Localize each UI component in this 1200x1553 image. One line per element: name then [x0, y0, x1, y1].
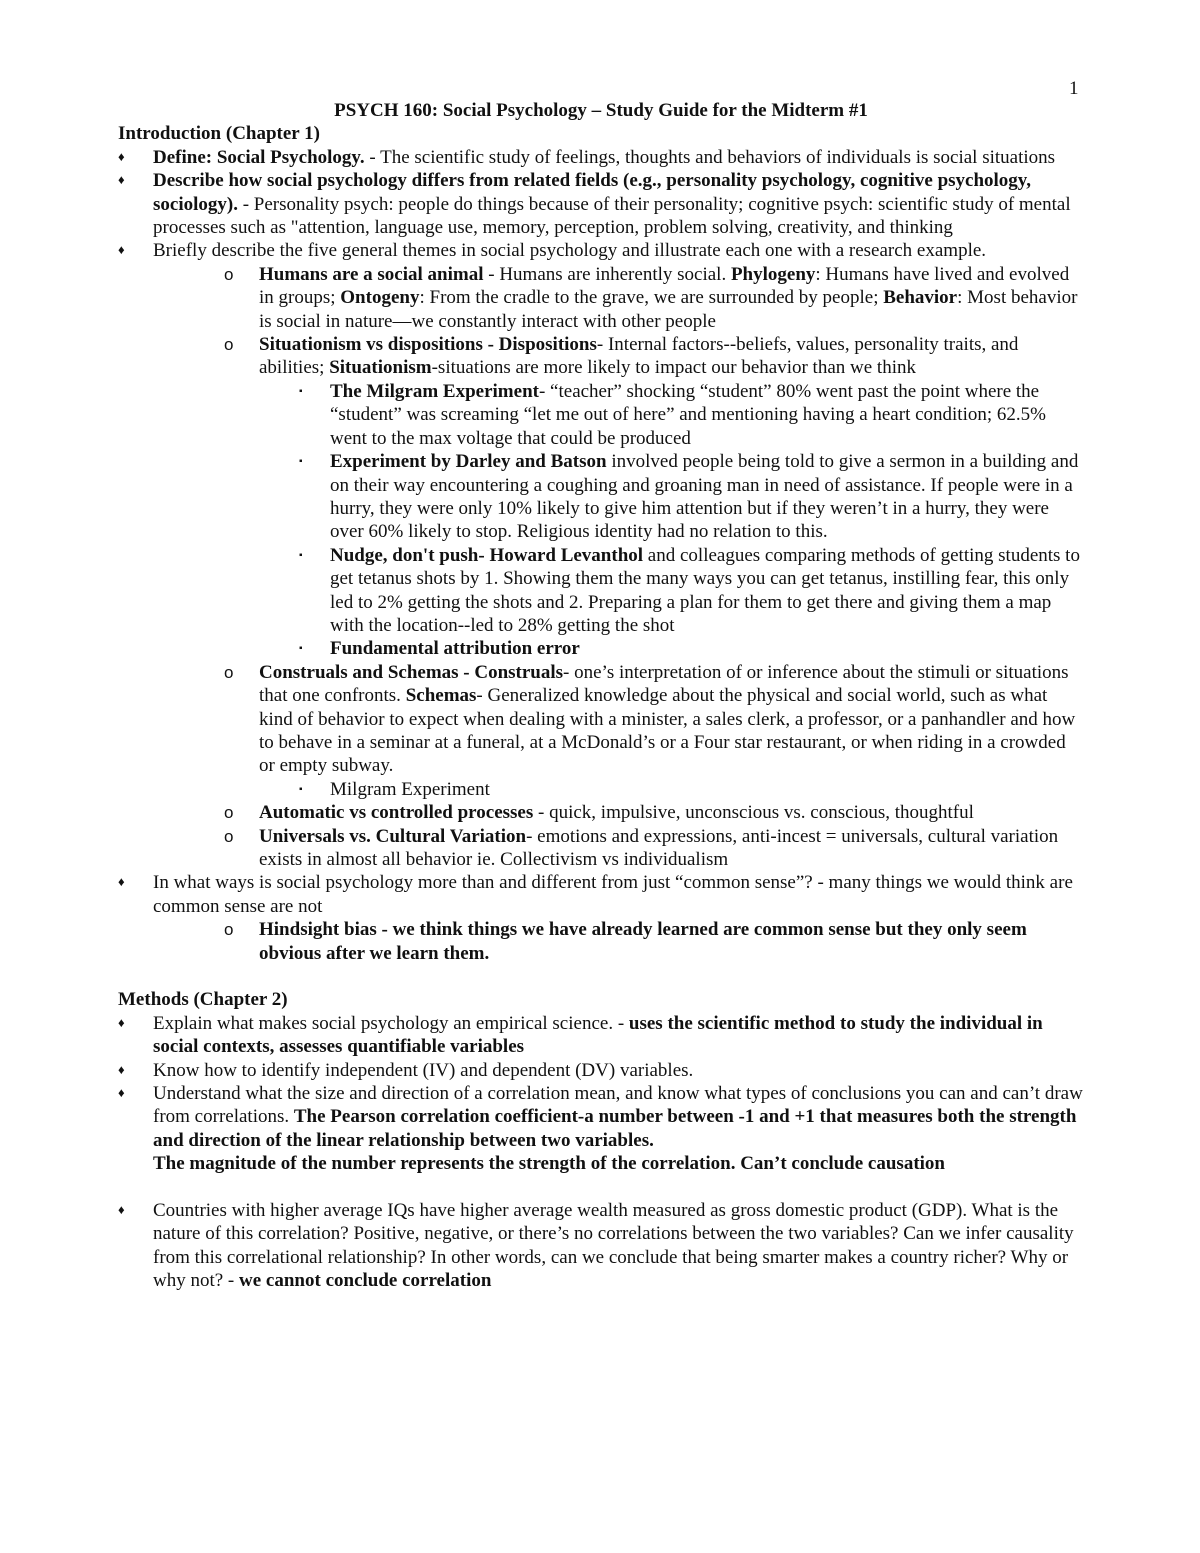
diamond-bullet-icon: ♦	[118, 172, 125, 188]
item-text: : From the cradle to the grave, we are surrounded by people;	[419, 287, 884, 309]
item-bold-text: Universals vs. Cultural Variation	[259, 825, 527, 847]
item-text: Explain what makes social psychology an empirical science. -	[153, 1012, 629, 1034]
item-bold-text: Behavior	[883, 287, 958, 309]
item-bold-text: Construals and Schemas - Construals	[259, 661, 564, 683]
item-text: : Humans have lived and evolved in groups;	[259, 263, 1070, 309]
square-bullet-icon: ▪	[299, 456, 303, 468]
list-item	[118, 239, 1084, 262]
section-heading-introduction: Introduction (Chapter 1)	[118, 123, 320, 145]
item-bold-text: Define: Social Psychology.	[153, 146, 365, 168]
item-bold-text: Hindsight bias - we think things we have already learned are common sense but they only seem obvious after we learn them.	[259, 919, 1027, 964]
circle-bullet-icon: o	[224, 335, 234, 355]
item-text: -situations are more likely to impact our behavior than we think	[431, 357, 916, 379]
item-bold-text: The Pearson correlation coefficient-a number between -1 and +1 that measures both the strength and direction of the linear relationship between two variables.	[153, 1106, 1077, 1151]
item-text: Milgram Experiment	[330, 778, 490, 800]
square-bullet-icon: ▪	[299, 643, 303, 655]
list-item	[118, 871, 1084, 918]
section-heading-methods: Methods (Chapter 2)	[118, 989, 288, 1011]
item-text: Understand what the size and direction of a correlation mean, and know what types of conclusions you can and can’t draw from correlations.	[153, 1083, 1083, 1128]
diamond-bullet-icon: ♦	[118, 1014, 125, 1030]
diamond-bullet-icon: ♦	[118, 148, 125, 164]
diamond-bullet-icon: ♦	[118, 242, 125, 258]
circle-bullet-icon: o	[224, 826, 234, 846]
list-item	[118, 1012, 1084, 1059]
item-text: involved people being told to give a sermon in a building and on their way encountering a coughing and groaning man in need of assistance. If people were in a hurry, they were only 10% likely to give him attention but if they weren’t in a hurry, they were over 60% likely to stop. Religious identity had no relation to this.	[330, 451, 1079, 543]
item-text: - quick, impulsive, unconscious vs. conscious, thoughtful	[533, 802, 974, 824]
list-item	[118, 1059, 1084, 1082]
item-bold-text: we cannot conclude correlation	[239, 1270, 492, 1292]
list-item	[118, 778, 1084, 801]
list-item	[118, 637, 1084, 660]
list-item	[118, 169, 1084, 239]
list-item	[118, 661, 1084, 778]
diamond-bullet-icon: ♦	[118, 1085, 125, 1101]
blank-line	[118, 965, 1084, 988]
document-body	[118, 99, 1084, 1293]
document-title: PSYCH 160: Social Psychology – Study Guide for the Midterm #1	[334, 100, 868, 121]
diamond-bullet-icon: ♦	[118, 1061, 125, 1077]
item-bold-text: uses the scientific method to study the individual in social contexts, assesses quantifiable variables	[153, 1012, 1043, 1058]
item-text: - Internal factors--beliefs, values, personality traits, and abilities;	[259, 334, 1019, 379]
item-bold-text: The magnitude of the number represents the strength of the correlation. Can’t conclude causation	[153, 1153, 945, 1175]
item-bold-text: Nudge, don't push- Howard Levanthol	[330, 544, 644, 566]
item-bold-text: Schemas	[405, 685, 477, 707]
blank-line	[118, 1176, 1084, 1199]
item-text: - Personality psych: people do things because of their personality; cognitive psych: scientific study of mental processes such as "attention, language use, memory, perception, problem solving, creativity, and thinking	[153, 193, 1071, 239]
item-text: Countries with higher average IQs have higher average wealth measured as gross domestic product (GDP). What is the nature of this correlation? Positive, negative, or there’s no correlations between the two variables? Can we infer causality from this correlational relationship? In other words, can we conclude that being smarter makes a country richer? Why or why not? -	[153, 1200, 1074, 1292]
item-text: Briefly describe the five general themes in social psychology and illustrate each one with a research example.	[153, 240, 987, 262]
item-bold-text: Situationism vs dispositions - Dispositions	[259, 334, 597, 356]
square-bullet-icon: ▪	[299, 385, 303, 397]
item-text: Know how to identify independent (IV) and dependent (DV) variables.	[153, 1059, 694, 1081]
list-item	[118, 801, 1084, 824]
circle-bullet-icon: o	[224, 662, 234, 682]
list-item	[118, 146, 1084, 169]
item-text: and colleagues comparing methods of getting students to get tetanus shots by 1. Showing them the many ways you can get tetanus, instilling fear, this only led to 2% getting the shots and 2. Preparing a plan for them to get there and giving them a map with the location--led to 28% getting the shot	[330, 544, 1080, 636]
circle-bullet-icon: o	[224, 920, 234, 940]
list-item	[118, 544, 1084, 638]
item-bold-text: Ontogeny	[340, 287, 420, 309]
item-text: - one’s interpretation of or inference about the stimuli or situations that one confronts.	[259, 661, 1069, 707]
square-bullet-icon: ▪	[299, 549, 303, 561]
item-bold-text: Experiment by Darley and Batson	[330, 451, 607, 473]
item-text: - Humans are inherently social.	[483, 263, 731, 285]
item-text: - The scientific study of feelings, thoughts and behaviors of individuals is social situations	[364, 146, 1056, 168]
circle-bullet-icon: o	[224, 264, 234, 284]
list-item	[118, 918, 1084, 965]
item-bold-text: Fundamental attribution error	[330, 638, 580, 660]
list-item	[118, 450, 1084, 544]
item-bold-text: Situationism	[329, 357, 432, 379]
list-item	[118, 263, 1084, 333]
list-item	[118, 1082, 1084, 1176]
list-item	[118, 825, 1084, 872]
item-bold-text: Describe how social psychology differs from related fields (e.g., personality psychology, cognitive psychology, sociology).	[153, 170, 1032, 215]
item-text: In what ways is social psychology more than and different from just “common sense”? - many things we would think are common sense are not	[153, 872, 1073, 917]
list-item	[118, 380, 1084, 450]
page-number: 1	[1069, 78, 1079, 99]
diamond-bullet-icon: ♦	[118, 1202, 125, 1218]
item-text: - “teacher” shocking “student” 80% went past the point where the “student” was screaming “let me out of here” and mentioning having a heart condition; 62.5% went to the max voltage that could be produced	[330, 380, 1046, 449]
item-bold-text: Phylogeny	[730, 263, 816, 285]
item-text: - emotions and expressions, anti-incest = universals, cultural variation exists in almost all behavior ie. Collectivism vs individualism	[259, 825, 1059, 870]
item-text: : Most behavior is social in nature—we constantly interact with other people	[259, 287, 1078, 332]
item-bold-text: Automatic vs controlled processes	[259, 802, 534, 824]
item-text: - Generalized knowledge about the physical and social world, such as what kind of behavior to expect when dealing with a minister, a sales clerk, a professor, or a panhandler and how to behave in a seminar at a funeral, at a McDonald’s or a Four star restaurant, or when riding in a crowded or empty subway.	[259, 685, 1076, 777]
circle-bullet-icon: o	[224, 803, 234, 823]
square-bullet-icon: ▪	[299, 783, 303, 795]
diamond-bullet-icon: ♦	[118, 874, 125, 890]
list-item	[118, 1199, 1084, 1293]
item-bold-text: Humans are a social animal	[259, 263, 484, 285]
list-item	[118, 333, 1084, 380]
item-bold-text: The Milgram Experiment	[330, 380, 539, 402]
